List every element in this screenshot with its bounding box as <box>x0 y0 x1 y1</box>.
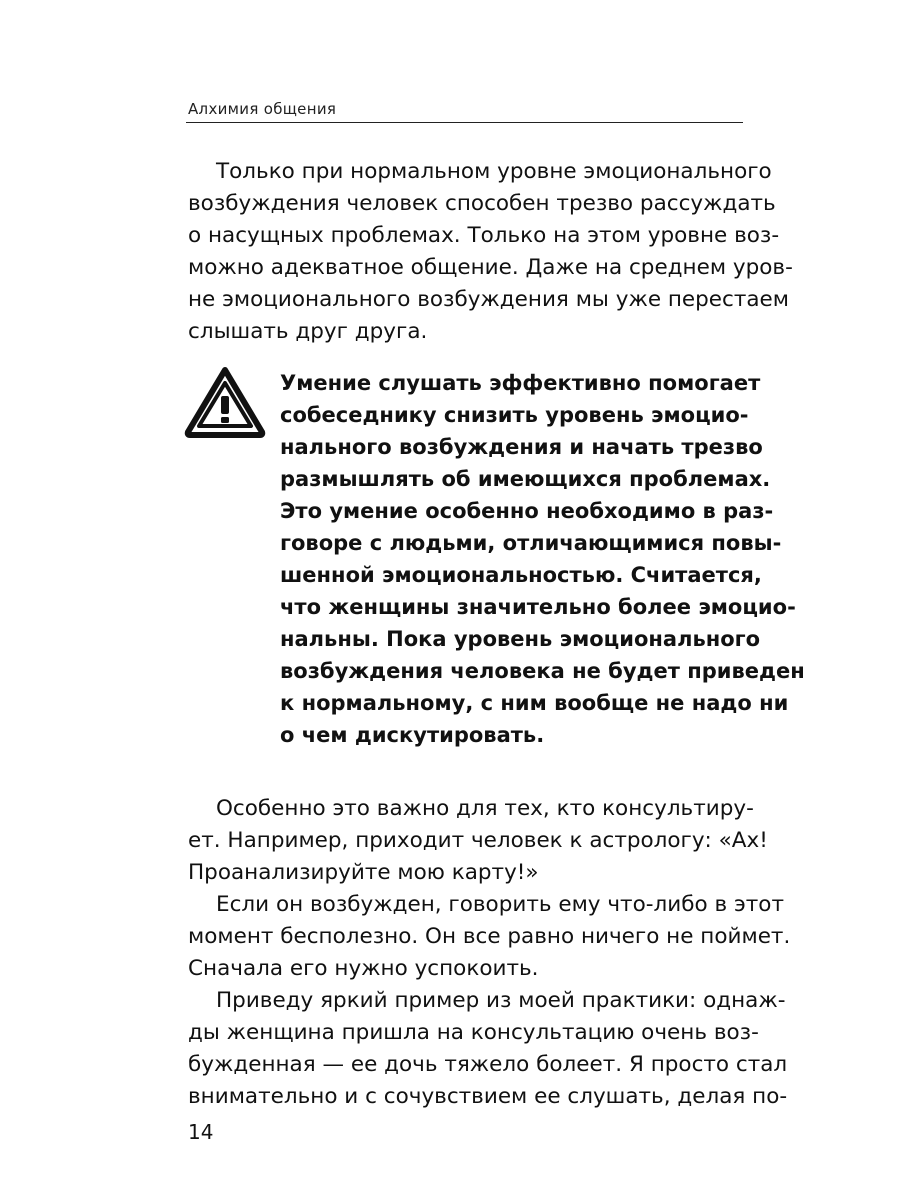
text-line: о насущных проблемах. Только на этом уровне воз- <box>188 223 780 248</box>
callout-line: возбуждения человека не будет приведен <box>280 659 805 683</box>
text-line: ды женщина пришла на консультацию очень воз- <box>188 1020 759 1045</box>
page-number: 14 <box>188 1120 214 1144</box>
text-line: Приведу яркий пример из моей практики: однаж- <box>216 988 786 1013</box>
callout-line: что женщины значительно более эмоцио- <box>280 595 796 619</box>
callout-line: нального возбуждения и начать трезво <box>280 435 763 459</box>
callout-line: к нормальному, с ним вообще не надо ни <box>280 691 789 715</box>
text-line: можно адекватное общение. Даже на среднем уров- <box>188 255 793 280</box>
callout-line: нальны. Пока уровень эмоционального <box>280 627 761 651</box>
text-line: Если он возбужден, говорить ему что-либо в этот <box>216 892 784 917</box>
text-line: Только при нормальном уровне эмоционального <box>216 159 772 184</box>
callout-line: говоре с людьми, отличающимися повы- <box>280 531 782 555</box>
callout-line: шенной эмоциональностью. Считается, <box>280 563 762 587</box>
text-line: возбуждения человек способен трезво рассуждать <box>188 191 776 216</box>
text-line: не эмоционального возбуждения мы уже перестаем <box>188 287 790 312</box>
callout-line: Это умение особенно необходимо в раз- <box>280 499 774 523</box>
text-line: Особенно это важно для тех, кто консультиру- <box>216 796 754 821</box>
text-line: слышать друг друга. <box>188 319 428 344</box>
text-line: внимательно и с сочувствием ее слушать, делая по- <box>188 1084 788 1109</box>
callout-line: размышлять об имеющихся проблемах. <box>280 467 771 491</box>
text-line: Сначала его нужно успокоить. <box>188 956 539 981</box>
callout-line: о чем дискутировать. <box>280 723 545 747</box>
header-title: Алхимия общения <box>188 100 337 118</box>
callout-line: собеседнику снизить уровень эмоцио- <box>280 403 749 427</box>
text-line: момент бесполезно. Он все равно ничего не поймет. <box>188 924 791 949</box>
text-line: Проанализируйте мою карту!» <box>188 860 539 885</box>
callout-line: Умение слушать эффективно помогает <box>280 371 761 395</box>
warning-icon <box>184 366 266 438</box>
text-line: бужденная — ее дочь тяжело болеет. Я просто стал <box>188 1052 788 1077</box>
text-line: ет. Например, приходит человек к астрологу: «Ах! <box>188 828 768 853</box>
header-rule <box>186 122 743 123</box>
